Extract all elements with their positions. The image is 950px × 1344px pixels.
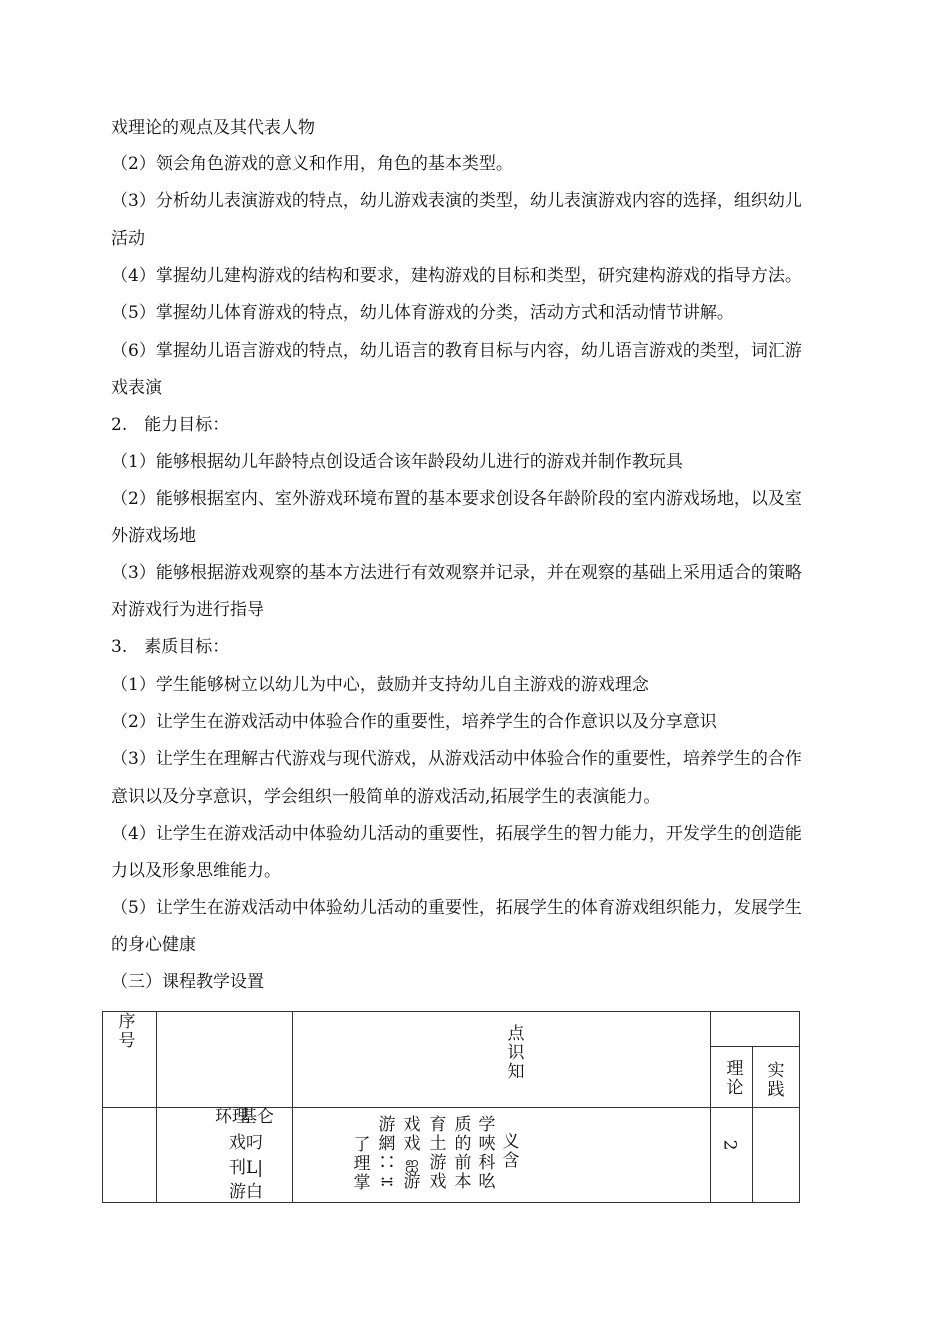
row1-name-fragment: 基仑 [240,1107,274,1127]
paragraph-line: 戏理论的观点及其代表人物 [111,118,315,138]
row1-name-fragment: 环理 [215,1107,249,1127]
paragraph-line: （5）让学生在游戏活动中体验幼儿活动的重要性，拓展学生的体育游戏组织能力，发展学生 [111,898,802,918]
row1-name-fragment: 叼 [246,1133,263,1153]
paragraph-line: （5）掌握幼儿体育游戏的特点，幼儿体育游戏的分类，活动方式和活动情节讲解。 [111,303,734,323]
row1-name-fragment: 白 [246,1182,263,1202]
row1-name-fragment: 刊 [229,1158,246,1178]
paragraph-line: （3）能够根据游戏观察的基本方法进行有效观察并记录，并在观察的基础上采用适合的策略 [111,563,802,583]
header-hours-cell [711,1012,800,1047]
section-heading: 2. 能力目标： [111,415,230,435]
paragraph-line: 戏表演 [111,378,162,398]
paragraph-line: （3）让学生在理解古代游戏与现代游戏，从游戏活动中体验合作的重要性，培养学生的合作 [111,749,802,769]
row1-knowledge-column: 游網∷∺ [378,1115,396,1192]
row1-name-fragment: 游 [229,1182,246,1202]
row1-name-fragment: L| [246,1158,264,1178]
row1-seq-cell [103,1108,157,1203]
paragraph-line: 力以及形象思维能力。 [111,861,281,881]
paragraph-line: 的身心健康 [111,935,196,955]
paragraph-line: （2）领会角色游戏的意义和作用，角色的基本类型。 [111,154,513,174]
header-theory-label: 理论 [726,1059,744,1098]
paragraph-line: （2）能够根据室内、室外游戏环境布置的基本要求创设各年龄阶段的室内游戏场地，以及室 [111,489,802,509]
header-knowledge-cell [293,1012,711,1108]
row1-knowledge-column: 义含 [502,1132,520,1171]
paragraph-line: （4）掌握幼儿建构游戏的结构和要求，建构游戏的目标和类型，研究建构游戏的指导方法。 [111,266,802,286]
course-table [102,1011,800,1203]
row1-knowledge-column: 戏戏ஐ游 [403,1115,421,1192]
row1-knowledge-column: 育土游戏 [429,1115,447,1192]
paragraph-line: （4）让学生在游戏活动中体验幼儿活动的重要性，拓展学生的智力能力，开发学生的创造能 [111,824,802,844]
row1-theory-cell [711,1108,753,1203]
paragraph-line: （6）掌握幼儿语言游戏的特点，幼儿语言的教育目标与内容，幼儿语言游戏的类型，词汇游 [111,341,802,361]
paragraph-line: 对游戏行为进行指导 [111,600,264,620]
section-heading: （三）课程教学设置 [111,972,264,992]
section-heading: 3. 素质目标： [111,637,230,657]
paragraph-line: （3）分析幼儿表演游戏的特点，幼儿游戏表演的类型，幼儿表演游戏内容的选择，组织幼儿 [111,191,802,211]
paragraph-line: 意识以及分享意识，学会组织一般简单的游戏活动,拓展学生的表演能力。 [111,787,661,807]
paragraph-line: （2）让学生在游戏活动中体验合作的重要性，培养学生的合作意识以及分享意识 [111,712,717,732]
row1-practice-cell [753,1108,800,1203]
header-practice-label: 实践 [767,1061,785,1100]
header-seq-label: 序号 [118,1012,136,1051]
row1-theory-value: 2 [719,1139,740,1151]
row1-knowledge-column: 了理掌 [353,1135,371,1193]
paragraph-line: （1）能够根据幼儿年龄特点创设适合该年龄段幼儿进行的游戏并制作教玩具 [111,452,683,472]
paragraph-line: 活动 [111,229,145,249]
row1-name-fragment: 戏 [229,1133,246,1153]
header-name-cell [157,1012,293,1108]
paragraph-line: （1）学生能够树立以幼儿为中心，鼓励并支持幼儿自主游戏的游戏理念 [111,675,649,695]
header-knowledge-label: 点识知 [507,1024,525,1082]
paragraph-line: 外游戏场地 [111,526,196,546]
row1-knowledge-column: 学唊科吆 [478,1115,496,1192]
row1-knowledge-column: 质的前本 [454,1115,472,1192]
